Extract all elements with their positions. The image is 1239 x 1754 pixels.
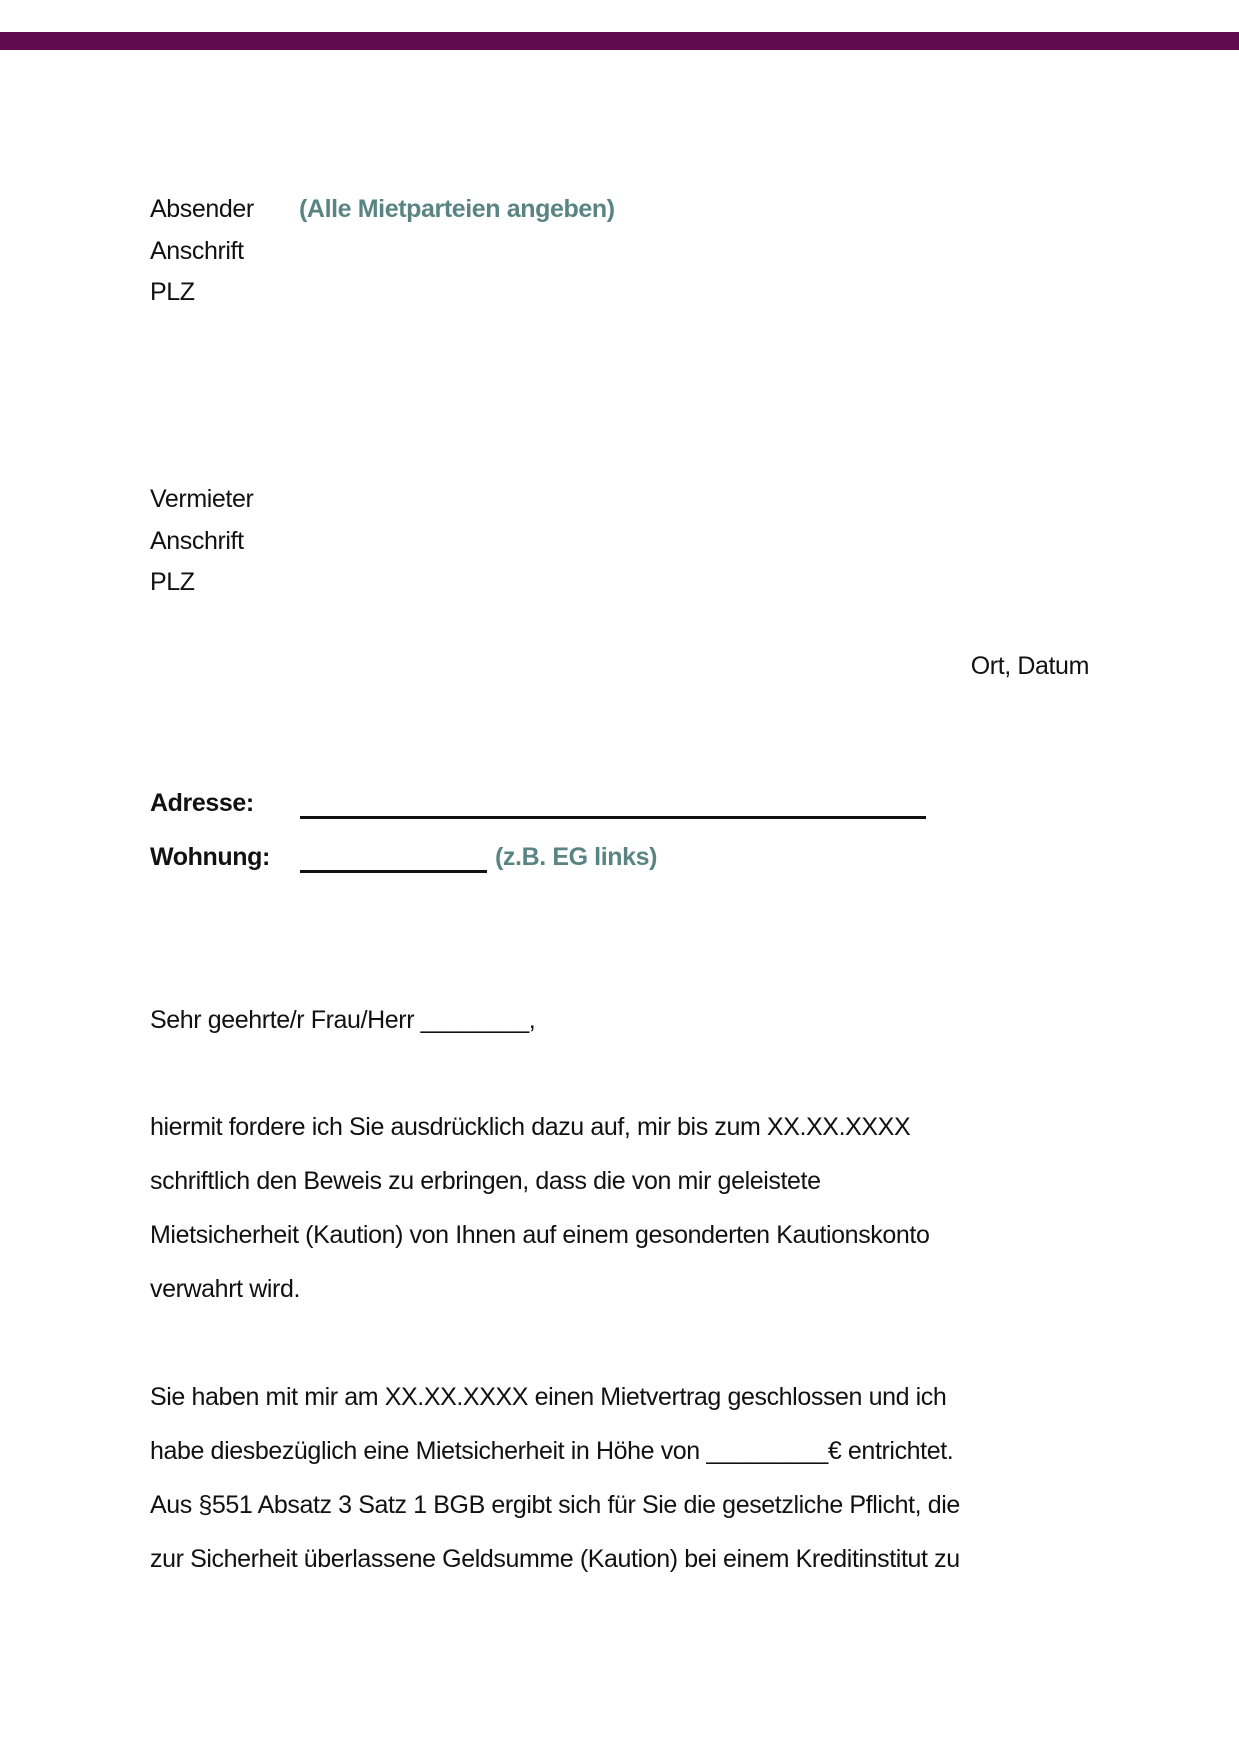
- header-accent-bar: [0, 32, 1239, 50]
- sender-hint: (Alle Mietparteien angeben): [299, 195, 615, 223]
- paragraph-line: Mietsicherheit (Kaution) von Ihnen auf einem gesonderten Kautionskonto: [150, 1221, 930, 1249]
- landlord-label: Vermieter: [150, 485, 254, 513]
- sender-address: Anschrift: [150, 237, 244, 265]
- paragraph-line: habe diesbezüglich eine Mietsicherheit in Höhe von _________€ entrichtet.: [150, 1437, 954, 1465]
- address-label: Adresse:: [150, 789, 254, 817]
- landlord-address: Anschrift: [150, 527, 244, 555]
- paragraph-line: schriftlich den Beweis zu erbringen, dass die von mir geleistete: [150, 1167, 821, 1195]
- salutation: Sehr geehrte/r Frau/Herr ________,: [150, 1006, 536, 1034]
- paragraph-1: [150, 1100, 929, 1316]
- address-blank-line: [300, 816, 926, 819]
- paragraph-line: Sie haben mit mir am XX.XX.XXXX einen Mietvertrag geschlossen und ich: [150, 1383, 947, 1411]
- paragraph-line: Aus §551 Absatz 3 Satz 1 BGB ergibt sich für Sie die gesetzliche Pflicht, die: [150, 1491, 960, 1519]
- landlord-zip: PLZ: [150, 568, 195, 596]
- paragraph-2: [150, 1370, 960, 1586]
- apartment-blank-line: [300, 870, 487, 873]
- place-date: Ort, Datum: [970, 652, 1089, 680]
- apartment-label: Wohnung:: [150, 843, 270, 871]
- paragraph-line: hiermit fordere ich Sie ausdrücklich dazu auf, mir bis zum XX.XX.XXXX: [150, 1113, 911, 1141]
- paragraph-line: verwahrt wird.: [150, 1275, 300, 1303]
- paragraph-line: zur Sicherheit überlassene Geldsumme (Kaution) bei einem Kreditinstitut zu: [150, 1545, 960, 1573]
- sender-zip: PLZ: [150, 278, 195, 306]
- sender-label: Absender: [150, 195, 254, 223]
- apartment-hint: (z.B. EG links): [495, 843, 658, 871]
